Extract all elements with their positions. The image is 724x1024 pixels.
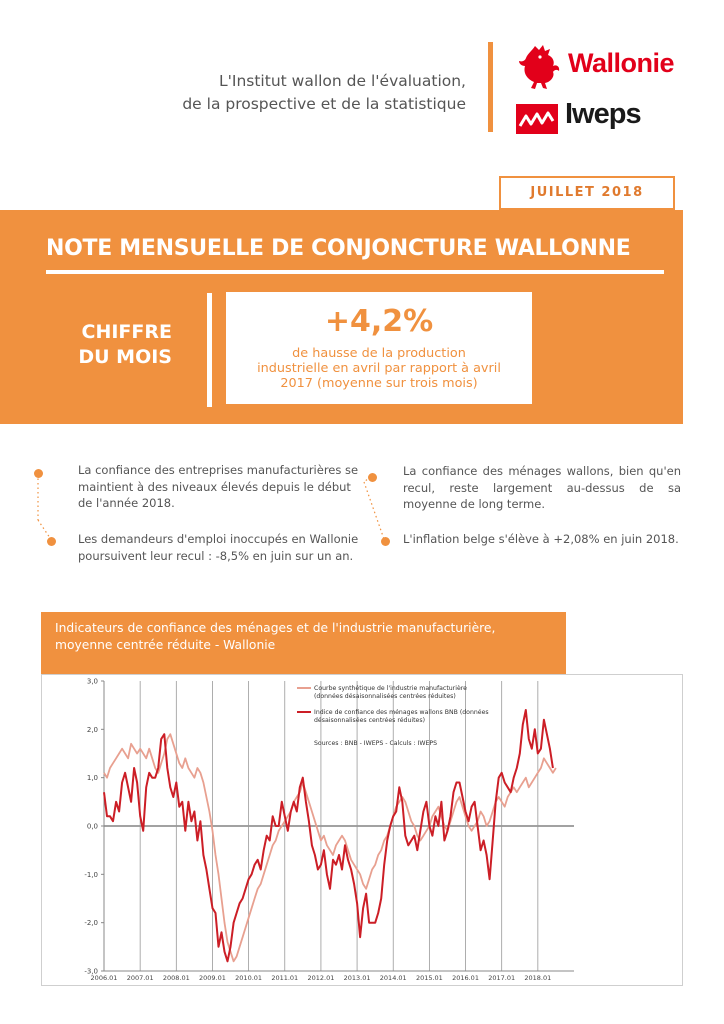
figure-value: +4,2% (324, 304, 434, 339)
x-tick-label: 2010.01 (235, 974, 263, 982)
figure-description (226, 346, 532, 391)
chart-title: Indicateurs de confiance des ménages et de l'industrie manufacturière, moyenne centrée réduite - Wallonie (55, 621, 496, 652)
y-tick-label: 2,0 (86, 725, 98, 734)
figure-label (46, 320, 172, 370)
x-tick-label: 2011.01 (271, 974, 299, 982)
y-tick-label: -3,0 (84, 967, 98, 976)
institute-tagline (182, 70, 466, 116)
figure-separator (207, 293, 212, 407)
chart-source-note: Sources : BNB - IWEPS - Calculs : IWEPS (314, 740, 438, 747)
legend-label-line: désaisonnalisées centrées réduites) (314, 717, 425, 724)
y-tick-label: -2,0 (84, 919, 98, 928)
x-tick-label: 2017.01 (488, 974, 516, 982)
institute-line-1: L'Institut wallon de l'évaluation, (218, 72, 466, 90)
x-tick-label: 2007.01 (126, 974, 154, 982)
wallonie-wordmark: Wallonie (568, 48, 675, 78)
x-tick-label: 2013.01 (343, 974, 371, 982)
highlight-item: L'inflation belge s'élève à +2,08% en juin 2018. (403, 532, 679, 546)
x-tick-label: 2016.01 (452, 974, 479, 982)
bullet-dot (47, 537, 56, 546)
highlight-item: La confiance des ménages wallons, bien qu'en recul, reste largement au-dessus de sa moyenne de long terme. (403, 464, 681, 511)
x-tick-label: 2008.01 (162, 974, 190, 982)
highlight-item: Les demandeurs d'emploi inoccupés en Wallonie poursuivent leur recul : -8,5% en juin sur un an. (78, 532, 359, 563)
wallonie-rooster-logo (513, 42, 563, 92)
x-tick-label: 2012.01 (307, 974, 335, 982)
y-tick-label: -1,0 (84, 870, 98, 879)
x-tick-label: 2015.01 (415, 974, 443, 982)
iweps-wordmark: Iweps (565, 98, 641, 130)
x-tick-label: 2014.01 (379, 974, 407, 982)
legend-label-line: Indice de confiance des ménages wallons BNB (données (314, 709, 489, 716)
bullet-dot (34, 469, 43, 478)
y-tick-label: 1,0 (86, 774, 98, 783)
page-title: NOTE MENSUELLE DE CONJONCTURE WALLONNE (46, 236, 631, 261)
y-tick-label: 3,0 (86, 677, 98, 686)
header-divider (488, 42, 493, 132)
x-tick-label: 2009.01 (199, 974, 226, 982)
figure-description-line-1: de hausse de la production (292, 346, 466, 361)
y-tick-label: 0,0 (86, 822, 98, 831)
legend-label-line: Courbe synthétique de l'industrie manufacturière (314, 685, 467, 692)
figure-box (226, 292, 532, 404)
date-badge: JUILLET 2018 (499, 176, 675, 210)
institute-line-2: de la prospective et de la statistique (182, 95, 466, 113)
highlight-item: La confiance des entreprises manufacturières se maintient à des niveaux élevés depuis le début de l'année 2018. (78, 463, 359, 510)
line-chart (41, 674, 683, 986)
x-tick-label: 2018.01 (524, 974, 552, 982)
legend-label-line: (données désaisonnalisées centrées réduites) (314, 693, 456, 700)
iweps-logo-icon (516, 104, 558, 134)
bullet-dot (381, 537, 390, 546)
title-underline (46, 270, 664, 274)
figure-description-line-3: 2017 (moyenne sur trois mois) (280, 376, 478, 391)
figure-label-line-2: DU MOIS (78, 346, 172, 368)
figure-description-line-2: industrielle en avril par rapport à avril (257, 361, 501, 376)
x-tick-label: 2006.01 (90, 974, 118, 982)
bullet-dot (368, 473, 377, 482)
figure-label-line-1: CHIFFRE (81, 321, 172, 343)
